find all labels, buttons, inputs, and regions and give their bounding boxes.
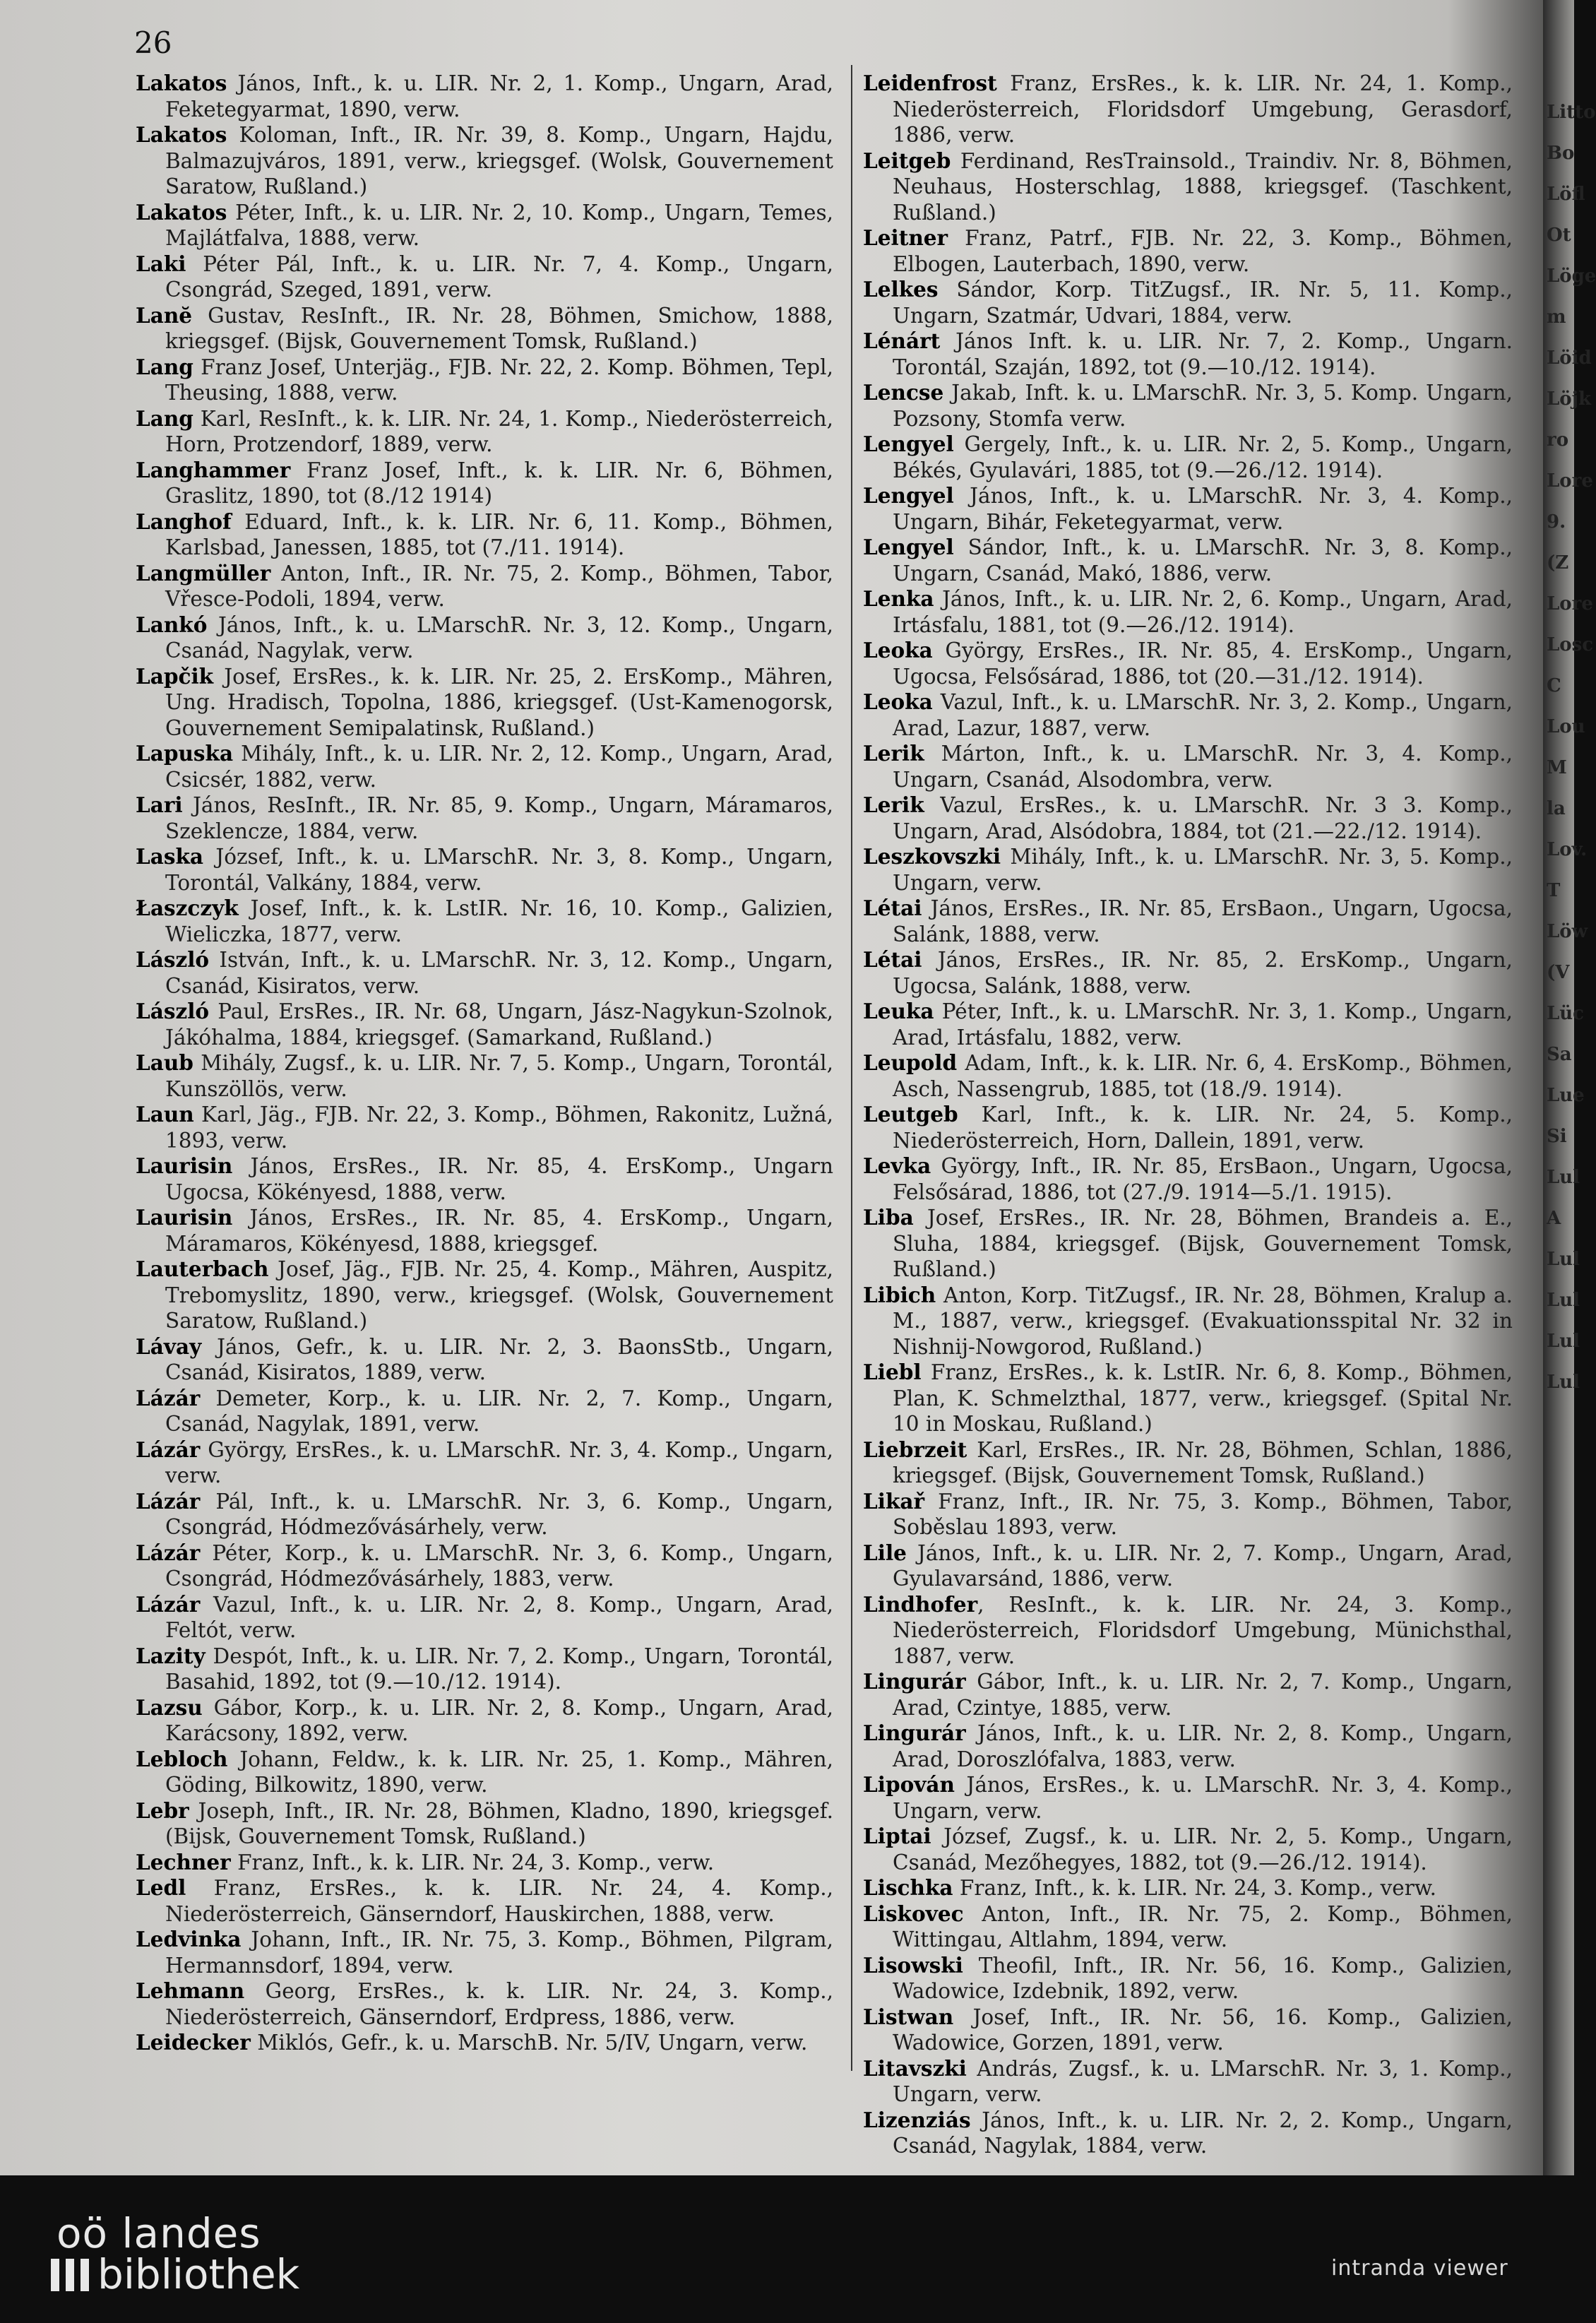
roster-entry	[863, 483, 1513, 535]
roster-entry	[863, 1360, 1513, 1437]
entry-details: János, Inft., k. u. LIR. Nr. 2, 6. Komp., Ungarn, Arad, Irtásfalu, 1881, tot (9.—26./12. 1914).	[893, 587, 1513, 637]
right-column	[863, 71, 1513, 2159]
roster-entry	[863, 1102, 1513, 1153]
entry-surname: Lázár	[136, 1591, 201, 1617]
entry-surname: Lizenziás	[863, 2107, 971, 2132]
entry-surname: Laurisin	[136, 1153, 233, 1178]
left-column	[136, 71, 833, 2056]
entry-surname: Lengyel	[863, 483, 954, 508]
entry-surname: Létai	[863, 896, 922, 920]
roster-entry	[863, 2108, 1513, 2159]
roster-entry	[136, 251, 833, 303]
entry-surname: Lebr	[136, 1798, 189, 1823]
entry-details: Koloman, Inft., IR. Nr. 39, 8. Komp., Ungarn, Hajdu, Balmazujváros, 1891, verw., kriegsgef. (Wolsk, Gouvernement Saratow, Rußland.)	[165, 123, 833, 198]
entry-details: Anton, Inft., IR. Nr. 75, 2. Komp., Böhmen, Wittingau, Altlahm, 1894, verw.	[893, 1901, 1513, 1951]
roster-entry	[863, 1669, 1513, 1721]
roster-entry	[863, 947, 1513, 999]
entry-surname: Lingurár	[863, 1669, 966, 1694]
roster-entry	[863, 1592, 1513, 1670]
entry-surname: Lankó	[136, 612, 208, 637]
library-logo-line2[interactable]	[51, 2250, 299, 2298]
entry-details: Gábor, Korp., k. u. LIR. Nr. 2, 8. Komp., Ungarn, Arad, Karácsony, 1892, verw.	[165, 1695, 833, 1745]
entry-surname: Lapčik	[136, 663, 214, 689]
entry-details: , ResInft., k. k. LIR. Nr. 24, 3. Komp., Niederösterreich, Floridsdorf Umgebung, Münichsthal, 1887, verw.	[893, 1592, 1513, 1668]
roster-entry	[863, 586, 1513, 638]
entry-details: István, Inft., k. u. LMarschR. Nr. 3, 12. Komp., Ungarn, Csanád, Kisiratos, verw.	[165, 948, 833, 998]
roster-entry	[136, 71, 833, 122]
roster-entry	[136, 1592, 833, 1644]
entry-details: Gergely, Inft., k. u. LIR. Nr. 2, 5. Komp., Ungarn, Békés, Gyulavári, 1885, tot (9.—26./12. 1914).	[893, 432, 1513, 482]
roster-entry	[863, 1953, 1513, 2004]
entry-surname: Lazsu	[136, 1694, 203, 1720]
roster-entry	[863, 1489, 1513, 1540]
entry-details: Johann, Inft., IR. Nr. 75, 3. Komp., Böhmen, Pilgram, Hermannsdorf, 1894, verw.	[165, 1927, 833, 1978]
entry-surname: Lerik	[863, 792, 924, 817]
entry-surname: Libich	[863, 1282, 936, 1307]
roster-entry	[136, 1798, 833, 1850]
entry-details: Péter, Korp., k. u. LMarschR. Nr. 3, 6. Komp., Ungarn, Csongrád, Hódmezővásárhely, 1883, verw.	[165, 1540, 833, 1591]
entry-details: János, Inft., k. u. LMarschR. Nr. 3, 4. Komp., Ungarn, Bihár, Feketegyarmat, verw.	[893, 484, 1513, 534]
library-logo-icon	[51, 2259, 92, 2291]
entry-details: János, Inft., k. u. LIR. Nr. 2, 8. Komp., Ungarn, Arad, Doroszlófalva, 1883, verw.	[893, 1721, 1513, 1771]
entry-surname: Levka	[863, 1153, 931, 1178]
entry-surname: Leitner	[863, 225, 948, 250]
entry-surname: Lapuska	[136, 741, 234, 766]
entry-surname: Liebl	[863, 1360, 922, 1384]
entry-surname: Leszkovszki	[863, 844, 1001, 869]
page-number: 26	[134, 25, 172, 60]
entry-details: Vazul, ErsRes., k. u. LMarschR. Nr. 3 3. Komp., Ungarn, Arad, Alsódobra, 1884, tot (21.—22./12. 1914).	[893, 793, 1513, 843]
roster-entry	[136, 1927, 833, 1978]
entry-surname: Listwan	[863, 2004, 954, 2029]
entry-surname: Lang	[136, 405, 193, 431]
entry-surname: Lakatos	[136, 71, 227, 95]
roster-entry	[136, 947, 833, 999]
entry-surname: Langmüller	[136, 560, 271, 586]
roster-entry	[863, 148, 1513, 226]
entry-details: Jakab, Inft. k. u. LMarschR. Nr. 3, 5. Komp. Ungarn, Pozsony, Stomfa verw.	[893, 381, 1513, 431]
entry-surname: Leidecker	[136, 2030, 251, 2055]
roster-entry	[136, 1102, 833, 1153]
roster-entry	[863, 1205, 1513, 1283]
entry-details: János Inft. k. u. LIR. Nr. 7, 2. Komp., Ungarn. Torontál, Szaján, 1892, tot (9.—10./12. 1914).	[893, 329, 1513, 379]
entry-details: Karl, Inft., k. k. LIR. Nr. 24, 5. Komp., Niederösterreich, Horn, Dallein, 1891, verw.	[893, 1103, 1513, 1153]
entry-surname: Lari	[136, 792, 183, 817]
column-divider	[851, 65, 852, 2071]
roster-entry	[136, 792, 833, 844]
roster-entry	[136, 1153, 833, 1205]
entry-surname: Leitgeb	[863, 148, 951, 173]
entry-details: Josef, Inft., IR. Nr. 56, 16. Komp., Galizien, Wadowice, Gorzen, 1891, verw.	[893, 2004, 1513, 2055]
entry-surname: Lakatos	[136, 199, 227, 225]
entry-details: Sándor, Korp. TitZugsf., IR. Nr. 5, 11. Komp., Ungarn, Szatmár, Udvari, 1884, verw.	[893, 278, 1513, 328]
entry-details: Miklós, Gefr., k. u. MarschB. Nr. 5/IV, Ungarn, verw.	[250, 2031, 808, 2055]
entry-details: András, Zugsf., k. u. LMarschR. Nr. 3, 1. Komp., Ungarn, verw.	[893, 2056, 1513, 2106]
roster-entry	[863, 741, 1513, 792]
entry-surname: Leupold	[863, 1050, 958, 1075]
entry-details: Péter, Inft., k. u. LMarschR. Nr. 3, 1. Komp., Ungarn, Arad, Irtásfalu, 1882, verw.	[893, 999, 1513, 1050]
roster-entry	[136, 303, 833, 355]
roster-entry	[136, 1334, 833, 1386]
entry-details: Anton, Inft., IR. Nr. 75, 2. Komp., Böhmen, Tabor, Vřesce-Podoli, 1894, verw.	[165, 561, 833, 611]
roster-entry	[863, 689, 1513, 741]
roster-entry	[863, 2004, 1513, 2056]
entry-details: Paul, ErsRes., IR. Nr. 68, Ungarn, Jász-Nagykun-Szolnok, Jákóhalma, 1884, kriegsgef. (Samarkand, Rußland.)	[165, 999, 833, 1050]
roster-entry	[136, 1437, 833, 1489]
roster-entry	[136, 1850, 833, 1876]
roster-entry	[863, 1721, 1513, 1772]
entry-details: Franz, Inft., k. k. LIR. Nr. 24, 3. Komp., verw.	[230, 1850, 715, 1875]
entry-surname: Likař	[863, 1488, 925, 1514]
entry-details: János, Inft., k. u. LIR. Nr. 2, 1. Komp., Ungarn, Arad, Feketegyarmat, 1890, verw.	[165, 71, 833, 121]
entry-details: Franz, Patrf., FJB. Nr. 22, 3. Komp., Böhmen, Elbogen, Lauterbach, 1890, verw.	[893, 226, 1513, 276]
entry-surname: Lázár	[136, 1385, 201, 1410]
roster-entry	[136, 1540, 833, 1592]
roster-entry	[136, 1205, 833, 1256]
entry-details: Adam, Inft., k. k. LIR. Nr. 6, 4. ErsKomp., Böhmen, Asch, Nassengrub, 1885, tot (18./9. 1914).	[893, 1051, 1513, 1101]
entry-details: Josef, ErsRes., k. k. LIR. Nr. 25, 2. ErsKomp., Mähren, Ung. Hradisch, Topolna, 1886, kriegsgef. (Ust-Kamenogorsk, Gouvernement Semipalatinsk, Rußland.)	[165, 664, 833, 740]
entry-details: János, ErsRes., k. u. LMarschR. Nr. 3, 4. Komp., Ungarn, verw.	[893, 1773, 1513, 1823]
entry-details: Mihály, Zugsf., k. u. LIR. Nr. 7, 5. Komp., Ungarn, Torontál, Kunszöllös, verw.	[165, 1051, 833, 1101]
roster-entry	[136, 896, 833, 947]
roster-entry	[136, 561, 833, 612]
library-logo-text: bibliothek	[97, 2250, 300, 2298]
roster-entry	[863, 380, 1513, 432]
entry-surname: Leidenfrost	[863, 71, 997, 95]
entry-details: Johann, Feldw., k. k. LIR. Nr. 25, 1. Komp., Mähren, Göding, Bilkowitz, 1890, verw.	[165, 1747, 833, 1797]
entry-details: Péter, Inft., k. u. LIR. Nr. 2, 10. Komp., Ungarn, Temes, Majlátfalva, 1888, verw.	[165, 200, 833, 250]
entry-details: János, ErsRes., IR. Nr. 85, 4. ErsKomp., Ungarn Ugocsa, Kökényesd, 1888, verw.	[165, 1154, 833, 1204]
entry-surname: Liebrzeit	[863, 1437, 967, 1462]
entry-details: József, Zugsf., k. u. LIR. Nr. 2, 5. Komp., Ungarn, Csanád, Mezőhegyes, 1882, tot (9.—26./12. 1914).	[893, 1824, 1513, 1875]
entry-surname: Ledvinka	[136, 1927, 242, 1951]
roster-entry	[136, 1695, 833, 1747]
roster-entry	[136, 200, 833, 251]
entry-details: Joseph, Inft., IR. Nr. 28, Böhmen, Kladno, 1890, kriegsgef. (Bijsk, Gouvernement Tomsk, Rußland.)	[165, 1798, 833, 1848]
entry-surname: Lazity	[136, 1643, 206, 1668]
entry-surname: Lehmann	[136, 1978, 245, 2003]
entry-details: Josef, ErsRes., IR. Nr. 28, Böhmen, Brandeis a. E., Sluha, 1884, kriegsgef. (Bijsk, Gouvernement Tomsk, Rußland.)	[893, 1206, 1513, 1281]
entry-surname: Laurisin	[136, 1205, 233, 1230]
entry-surname: Liskovec	[863, 1901, 964, 1926]
entry-details: Eduard, Inft., k. k. LIR. Nr. 6, 11. Komp., Böhmen, Karlsbad, Janessen, 1885, tot (7./11. 1914).	[165, 509, 833, 559]
entry-surname: Lávay	[136, 1333, 202, 1359]
entry-details: Pál, Inft., k. u. LMarschR. Nr. 3, 6. Komp., Ungarn, Csongrád, Hódmezővásárhely, verw.	[165, 1489, 833, 1539]
entry-details: József, Inft., k. u. LMarschR. Nr. 3, 8. Komp., Ungarn, Torontál, Valkány, 1884, verw.	[165, 845, 833, 895]
entry-surname: Leuka	[863, 999, 934, 1023]
entry-details: Vazul, Inft., k. u. LIR. Nr. 2, 8. Komp., Ungarn, Arad, Feltót, verw.	[165, 1592, 833, 1642]
entry-details: János, Inft., k. u. LIR. Nr. 2, 2. Komp., Ungarn, Csanád, Nagylak, 1884, verw.	[893, 2108, 1513, 2158]
entry-details: János, Gefr., k. u. LIR. Nr. 2, 3. BaonsStb., Ungarn, Csanád, Kisiratos, 1889, verw.	[165, 1334, 833, 1384]
entry-surname: Lisowski	[863, 1952, 963, 1978]
entry-surname: Lipován	[863, 1772, 955, 1797]
entry-details: Sándor, Inft., k. u. LMarschR. Nr. 3, 8. Komp., Ungarn, Csanád, Makó, 1886, verw.	[893, 535, 1513, 586]
roster-entry	[863, 999, 1513, 1050]
entry-details: György, ErsRes., IR. Nr. 85, 4. ErsKomp., Ungarn, Ugocsa, Felsősárad, 1886, tot (20.—31./12. 1914).	[893, 638, 1513, 689]
entry-surname: Lakatos	[136, 122, 227, 147]
roster-entry	[136, 1978, 833, 2030]
roster-entry	[863, 1540, 1513, 1592]
entry-surname: Lázár	[136, 1437, 201, 1462]
entry-surname: Ledl	[136, 1875, 186, 1900]
entry-details: Franz Josef, Inft., k. k. LIR. Nr. 6, Böhmen, Graslitz, 1890, tot (8./12 1914)	[165, 458, 833, 508]
entry-details: Franz, Inft., IR. Nr. 75, 3. Komp., Böhmen, Tabor, Soběslau 1893, verw.	[893, 1489, 1513, 1539]
entry-surname: Lang	[136, 354, 193, 379]
entry-surname: Laki	[136, 251, 186, 276]
roster-entry	[136, 122, 833, 200]
entry-surname: Liba	[863, 1205, 914, 1230]
entry-surname: Langhof	[136, 509, 232, 534]
entry-details: Despót, Inft., k. u. LIR. Nr. 7, 2. Komp., Ungarn, Torontál, Basahid, 1892, tot (9.—10./12. 1914).	[165, 1644, 833, 1694]
roster-entry	[136, 355, 833, 406]
entry-surname: Lischka	[863, 1875, 953, 1900]
roster-entry	[863, 1437, 1513, 1489]
entry-details: János, ErsRes., IR. Nr. 85, 2. ErsKomp., Ungarn, Ugocsa, Salánk, 1888, verw.	[893, 948, 1513, 998]
entry-details: János, ErsRes., IR. Nr. 85, 4. ErsKomp., Ungarn, Máramaros, Kökényesd, 1888, kriegsgef.	[165, 1206, 833, 1256]
roster-entry	[136, 1875, 833, 1927]
entry-surname: Lauterbach	[136, 1256, 269, 1281]
roster-entry	[136, 1050, 833, 1102]
entry-surname: Lerik	[863, 741, 924, 766]
roster-entry	[136, 612, 833, 664]
entry-details: Franz, ErsRes., k. k. LIR. Nr. 24, 1. Komp., Niederösterreich, Floridsdorf Umgebung, Gerasdorf, 1886, verw.	[893, 71, 1513, 147]
entry-details: Gábor, Inft., k. u. LIR. Nr. 2, 7. Komp., Ungarn, Arad, Czintye, 1885, verw.	[893, 1670, 1513, 1720]
roster-entry	[136, 1747, 833, 1798]
entry-details: János, ErsRes., IR. Nr. 85, ErsBaon., Ungarn, Ugocsa, Salánk, 1888, verw.	[893, 896, 1513, 946]
roster-entry	[136, 406, 833, 458]
entry-details: János, Inft., k. u. LMarschR. Nr. 3, 12. Komp., Ungarn, Csanád, Nagylak, verw.	[165, 612, 833, 663]
entry-surname: Lelkes	[863, 277, 939, 302]
roster-entry	[863, 328, 1513, 380]
entry-details: Franz, ErsRes., k. k. LIR. Nr. 24, 4. Komp., Niederösterreich, Gänserndorf, Hauskirchen, 1888, verw.	[165, 1876, 833, 1926]
entry-details: György, ErsRes., k. u. LMarschR. Nr. 3, 4. Komp., Ungarn, verw.	[165, 1437, 833, 1487]
entry-surname: Lechner	[136, 1849, 231, 1875]
library-logo-line1[interactable]: oö landes	[56, 2209, 261, 2257]
roster-entry	[863, 1050, 1513, 1102]
roster-entry	[863, 1283, 1513, 1360]
entry-surname: Leoka	[863, 689, 933, 714]
roster-entry	[136, 458, 833, 509]
roster-entry	[863, 1772, 1513, 1824]
roster-entry	[863, 2056, 1513, 2108]
entry-details: Franz, ErsRes., k. k. LstIR. Nr. 6, 8. Komp., Böhmen, Plan, K. Schmelzthal, 1877, verw., kriegsgef. (Spital Nr. 10 in Moskau, Rußland.)	[893, 1360, 1513, 1436]
entry-surname: Lenka	[863, 586, 934, 611]
entry-details: Josef, Inft., k. k. LstIR. Nr. 16, 10. Komp., Galizien, Wieliczka, 1877, verw.	[165, 896, 833, 946]
roster-entry	[863, 1875, 1513, 1901]
entry-details: Georg, ErsRes., k. k. LIR. Nr. 24, 3. Komp., Niederösterreich, Gänserndorf, Erdpress, 1886, verw.	[165, 1979, 833, 2029]
roster-entry	[863, 535, 1513, 586]
roster-entry	[863, 71, 1513, 148]
entry-surname: László	[136, 947, 210, 972]
roster-entry	[863, 277, 1513, 328]
adjacent-page-text: Litto Bo Löfl Ot Löge m Löid Löjk ro Lore 9. (Z Lore Losc C Lou M la Lov. T Löw (V Lüc Sa Lue Si Lul A Lul Lul Lul Lul	[1547, 102, 1596, 1393]
entry-surname: Litavszki	[863, 2055, 967, 2081]
roster-entry	[863, 792, 1513, 844]
roster-entry	[863, 1824, 1513, 1875]
roster-entry	[863, 1901, 1513, 1953]
entry-details: Karl, ResInft., k. k. LIR. Nr. 24, 1. Komp., Niederösterreich, Horn, Protzendorf, 1889, verw.	[165, 406, 833, 456]
entry-details: Mihály, Inft., k. u. LMarschR. Nr. 3, 5. Komp., Ungarn, verw.	[893, 845, 1513, 895]
entry-details: Karl, ErsRes., IR. Nr. 28, Böhmen, Schlan, 1886, kriegsgef. (Bijsk, Gouvernement Tomsk, Rußland.)	[893, 1437, 1513, 1487]
entry-surname: Lencse	[863, 380, 944, 405]
entry-surname: Lingurár	[863, 1721, 966, 1745]
entry-surname: Lengyel	[863, 535, 954, 559]
entry-details: Franz, Inft., k. k. LIR. Nr. 24, 3. Komp., verw.	[953, 1876, 1436, 1900]
entry-details: János, ResInft., IR. Nr. 85, 9. Komp., Ungarn, Máramaros, Szeklencze, 1884, verw.	[165, 793, 833, 843]
entry-details: Péter Pál, Inft., k. u. LIR. Nr. 7, 4. Komp., Ungarn, Csongrád, Szeged, 1891, verw.	[165, 251, 833, 302]
entry-surname: Laska	[136, 844, 204, 869]
entry-surname: Leoka	[863, 638, 933, 663]
roster-entry	[863, 225, 1513, 277]
entry-details: Theofil, Inft., IR. Nr. 56, 16. Komp., Galizien, Wadowice, Izdebnik, 1892, verw.	[893, 1953, 1513, 2003]
entry-details: János, Inft., k. u. LIR. Nr. 2, 7. Komp., Ungarn, Arad, Gyulavarsánd, 1886, verw.	[893, 1540, 1513, 1591]
entry-surname: Laub	[136, 1050, 193, 1075]
entry-surname: Lázár	[136, 1540, 201, 1565]
entry-details: Karl, Jäg., FJB. Nr. 22, 3. Komp., Böhmen, Rakonitz, Lužná, 1893, verw.	[165, 1103, 833, 1153]
entry-surname: Lanĕ	[136, 302, 193, 328]
viewer-brand-label[interactable]: intranda viewer	[1331, 2256, 1508, 2281]
entry-surname: Lénárt	[863, 328, 941, 353]
entry-details: Mihály, Inft., k. u. LIR. Nr. 2, 12. Komp., Ungarn, Arad, Csicsér, 1882, verw.	[165, 742, 833, 792]
roster-entry	[136, 741, 833, 792]
entry-surname: Létai	[863, 947, 922, 972]
entry-details: Vazul, Inft., k. u. LMarschR. Nr. 3, 2. Komp., Ungarn, Arad, Lazur, 1887, verw.	[893, 690, 1513, 740]
entry-surname: Lázár	[136, 1488, 201, 1514]
roster-entry	[136, 664, 833, 742]
entry-surname: Lengyel	[863, 432, 954, 456]
roster-entry	[863, 432, 1513, 483]
entry-surname: László	[136, 999, 210, 1023]
roster-entry	[863, 638, 1513, 689]
roster-entry	[136, 2030, 833, 2056]
roster-entry	[863, 896, 1513, 947]
entry-surname: Lindhofer	[863, 1591, 978, 1617]
roster-entry	[863, 844, 1513, 896]
entry-surname: Lebloch	[136, 1746, 228, 1771]
entry-details: Gustav, ResInft., IR. Nr. 28, Böhmen, Smichow, 1888, kriegsgef. (Bijsk, Gouvernement Tomsk, Rußland.)	[165, 303, 833, 353]
entry-surname: Langhammer	[136, 457, 291, 482]
roster-entry	[863, 1153, 1513, 1205]
entry-details: Ferdinand, ResTrainsold., Traindiv. Nr. 8, Böhmen, Neuhaus, Hosterschlag, 1888, kriegsgef. (Taschkent, Rußland.)	[893, 148, 1513, 225]
entry-details: Josef, Jäg., FJB. Nr. 25, 4. Komp., Mähren, Auspitz, Trebomyslitz, 1890, verw., kriegsgef. (Wolsk, Gouvernement Saratow, Rußland.)	[165, 1257, 833, 1333]
roster-entry	[136, 1256, 833, 1334]
entry-surname: Łaszczyk	[136, 896, 239, 920]
entry-surname: Liptai	[863, 1824, 931, 1848]
entry-details: Franz Josef, Unterjäg., FJB. Nr. 22, 2. Komp. Böhmen, Tepl, Theusing, 1888, verw.	[165, 355, 833, 405]
entry-surname: Lile	[863, 1540, 907, 1565]
entry-details: Demeter, Korp., k. u. LIR. Nr. 2, 7. Komp., Ungarn, Csanád, Nagylak, 1891, verw.	[165, 1386, 833, 1436]
roster-entry	[136, 999, 833, 1050]
roster-entry	[136, 509, 833, 561]
roster-entry	[136, 844, 833, 896]
entry-surname: Laun	[136, 1102, 194, 1127]
entry-details: György, Inft., IR. Nr. 85, ErsBaon., Ungarn, Ugocsa, Felsősárad, 1886, tot (27./9. 1914—5./1. 1915).	[893, 1154, 1513, 1204]
roster-entry	[136, 1386, 833, 1437]
entry-details: Anton, Korp. TitZugsf., IR. Nr. 28, Böhmen, Kralup a. M., 1887, verw., kriegsgef. (Evakuationsspital Nr. 32 in Nishnij-Nowgorod, Rußland.)	[893, 1283, 1513, 1359]
entry-details: Márton, Inft., k. u. LMarschR. Nr. 3, 4. Komp., Ungarn, Csanád, Alsodombra, verw.	[893, 742, 1513, 792]
entry-surname: Leutgeb	[863, 1102, 958, 1127]
roster-entry	[136, 1644, 833, 1695]
roster-entry	[136, 1489, 833, 1540]
